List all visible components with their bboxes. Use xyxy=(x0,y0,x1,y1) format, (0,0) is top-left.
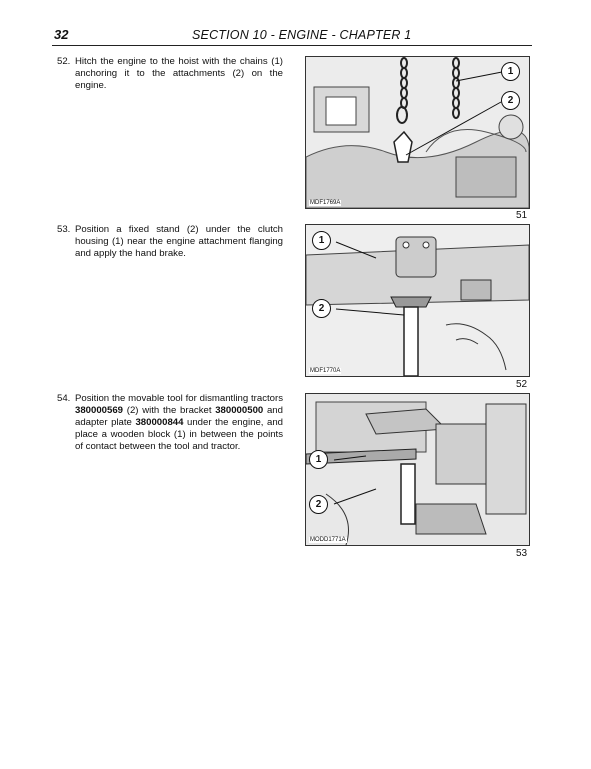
dismantling-tool-illustration xyxy=(306,394,529,545)
engine-hoist-chains-illustration xyxy=(306,57,529,208)
figure-51-illustration xyxy=(305,56,530,209)
step-52 xyxy=(57,56,283,92)
figure-code: MODD1771A xyxy=(310,537,346,543)
step-number: 52. xyxy=(57,56,71,67)
header-rule xyxy=(52,45,532,46)
figure-52-callout-2: 2 xyxy=(312,299,331,318)
figure-number: 53 xyxy=(516,548,528,559)
figure-52-callout-1: 1 xyxy=(312,231,331,250)
figure-51-callout-2: 2 xyxy=(501,91,520,110)
page-number: 32 xyxy=(54,27,69,42)
clutch-housing-stand-illustration xyxy=(306,225,529,376)
step-54 xyxy=(57,393,283,453)
tool-code: 380000844 xyxy=(135,417,184,428)
figure-code: MDF1770A xyxy=(310,368,341,374)
figure-number: 51 xyxy=(516,210,528,221)
figure-53-callout-2: 2 xyxy=(309,495,328,514)
tool-code: 380000500 xyxy=(215,405,264,416)
figure-number: 52 xyxy=(516,379,528,390)
step-text: Hitch the engine to the hoist with the chains (1) anchoring it to the attachments (2) on the engine. xyxy=(75,56,283,91)
step-number: 53. xyxy=(57,224,71,235)
section-title: SECTION 10 - ENGINE - CHAPTER 1 xyxy=(192,28,412,42)
figure-51-callout-1: 1 xyxy=(501,62,520,81)
step-text: Position a fixed stand (2) under the clutch housing (1) near the engine attachment flanging and apply the hand brake. xyxy=(75,224,283,259)
step-text: Position the movable tool for dismantling tractors 380000569 (2) with the bracket 380000500 and adapter plate 380000844 under the engine, and place a wooden block (1) in between the points of contact between the tool and tractor. xyxy=(75,393,283,452)
figure-52-illustration xyxy=(305,224,530,377)
step-53 xyxy=(57,224,283,260)
figure-53-callout-1: 1 xyxy=(309,450,328,469)
step-number: 54. xyxy=(57,393,71,404)
tool-code: 380000569 xyxy=(75,405,124,416)
figure-code: MDF1769A xyxy=(310,200,341,206)
figure-53-illustration xyxy=(305,393,530,546)
